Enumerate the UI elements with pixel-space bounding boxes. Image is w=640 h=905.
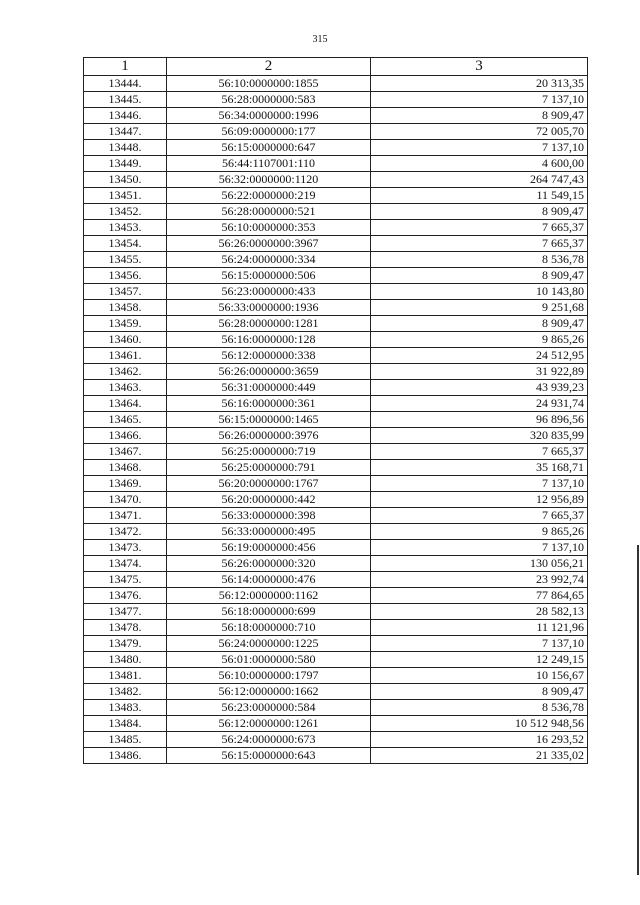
table-row — [84, 236, 588, 252]
cadastral-number-cell: 56:24:0000000:1225 — [167, 636, 371, 652]
table-row — [84, 620, 588, 636]
amount-cell: 23 992,74 — [371, 572, 588, 588]
row-number-cell: 13461. — [84, 348, 167, 364]
table-row — [84, 748, 588, 764]
table-row — [84, 460, 588, 476]
table-row — [84, 572, 588, 588]
cadastral-number-cell: 56:15:0000000:506 — [167, 268, 371, 284]
amount-cell: 8 909,47 — [371, 316, 588, 332]
row-number-cell: 13482. — [84, 684, 167, 700]
column-header-2: 2 — [167, 58, 371, 76]
amount-cell: 7 665,37 — [371, 508, 588, 524]
cadastral-number-cell: 56:34:0000000:1996 — [167, 108, 371, 124]
amount-cell: 9 865,26 — [371, 524, 588, 540]
cadastral-number-cell: 56:01:0000000:580 — [167, 652, 371, 668]
row-number-cell: 13445. — [84, 92, 167, 108]
cadastral-number-cell: 56:15:0000000:1465 — [167, 412, 371, 428]
table-row — [84, 412, 588, 428]
cadastral-number-cell: 56:25:0000000:791 — [167, 460, 371, 476]
cadastral-number-cell: 56:10:0000000:1855 — [167, 76, 371, 92]
cadastral-number-cell: 56:16:0000000:128 — [167, 332, 371, 348]
table-row — [84, 220, 588, 236]
amount-cell: 7 137,10 — [371, 140, 588, 156]
amount-cell: 9 251,68 — [371, 300, 588, 316]
page-number: 315 — [312, 34, 328, 45]
cadastral-number-cell: 56:15:0000000:647 — [167, 140, 371, 156]
table-row — [84, 732, 588, 748]
table-row — [84, 556, 588, 572]
row-number-cell: 13456. — [84, 268, 167, 284]
row-number-cell: 13464. — [84, 396, 167, 412]
scan-edge-line — [637, 545, 639, 875]
row-number-cell: 13472. — [84, 524, 167, 540]
amount-cell: 24 931,74 — [371, 396, 588, 412]
cadastral-number-cell: 56:26:0000000:3659 — [167, 364, 371, 380]
table-row — [84, 188, 588, 204]
row-number-cell: 13475. — [84, 572, 167, 588]
amount-cell: 16 293,52 — [371, 732, 588, 748]
row-number-cell: 13458. — [84, 300, 167, 316]
cadastral-number-cell: 56:12:0000000:338 — [167, 348, 371, 364]
amount-cell: 8 909,47 — [371, 204, 588, 220]
table-row — [84, 108, 588, 124]
table-row — [84, 332, 588, 348]
amount-cell: 4 600,00 — [371, 156, 588, 172]
amount-cell: 8 536,78 — [371, 252, 588, 268]
amount-cell: 24 512,95 — [371, 348, 588, 364]
amount-cell: 77 864,65 — [371, 588, 588, 604]
table-row — [84, 652, 588, 668]
table-row — [84, 700, 588, 716]
row-number-cell: 13471. — [84, 508, 167, 524]
table-row — [84, 636, 588, 652]
cadastral-number-cell: 56:12:0000000:1261 — [167, 716, 371, 732]
cadastral-number-cell: 56:10:0000000:1797 — [167, 668, 371, 684]
row-number-cell: 13480. — [84, 652, 167, 668]
cadastral-number-cell: 56:16:0000000:361 — [167, 396, 371, 412]
row-number-cell: 13451. — [84, 188, 167, 204]
row-number-cell: 13476. — [84, 588, 167, 604]
amount-cell: 7 137,10 — [371, 540, 588, 556]
row-number-cell: 13467. — [84, 444, 167, 460]
row-number-cell: 13477. — [84, 604, 167, 620]
amount-cell: 7 665,37 — [371, 236, 588, 252]
row-number-cell: 13486. — [84, 748, 167, 764]
amount-cell: 7 137,10 — [371, 636, 588, 652]
cadastral-number-cell: 56:25:0000000:719 — [167, 444, 371, 460]
row-number-cell: 13453. — [84, 220, 167, 236]
cadastral-number-cell: 56:19:0000000:456 — [167, 540, 371, 556]
row-number-cell: 13448. — [84, 140, 167, 156]
table-row — [84, 444, 588, 460]
row-number-cell: 13459. — [84, 316, 167, 332]
amount-cell: 10 512 948,56 — [371, 716, 588, 732]
row-number-cell: 13466. — [84, 428, 167, 444]
header-row — [84, 58, 588, 76]
table-row — [84, 284, 588, 300]
amount-cell: 11 121,96 — [371, 620, 588, 636]
amount-cell: 9 865,26 — [371, 332, 588, 348]
row-number-cell: 13465. — [84, 412, 167, 428]
cadastral-number-cell: 56:32:0000000:1120 — [167, 172, 371, 188]
row-number-cell: 13479. — [84, 636, 167, 652]
table-row — [84, 396, 588, 412]
row-number-cell: 13484. — [84, 716, 167, 732]
cadastral-number-cell: 56:28:0000000:583 — [167, 92, 371, 108]
cadastral-number-cell: 56:18:0000000:699 — [167, 604, 371, 620]
table-row — [84, 252, 588, 268]
amount-cell: 96 896,56 — [371, 412, 588, 428]
row-number-cell: 13483. — [84, 700, 167, 716]
table-row — [84, 316, 588, 332]
cadastral-number-cell: 56:18:0000000:710 — [167, 620, 371, 636]
cadastral-number-cell: 56:28:0000000:1281 — [167, 316, 371, 332]
amount-cell: 11 549,15 — [371, 188, 588, 204]
row-number-cell: 13481. — [84, 668, 167, 684]
row-number-cell: 13478. — [84, 620, 167, 636]
amount-cell: 8 909,47 — [371, 108, 588, 124]
row-number-cell: 13474. — [84, 556, 167, 572]
amount-cell: 7 137,10 — [371, 92, 588, 108]
cadastral-number-cell: 56:20:0000000:442 — [167, 492, 371, 508]
amount-cell: 21 335,02 — [371, 748, 588, 764]
cadastral-number-cell: 56:22:0000000:219 — [167, 188, 371, 204]
row-number-cell: 13460. — [84, 332, 167, 348]
row-number-cell: 13449. — [84, 156, 167, 172]
row-number-cell: 13463. — [84, 380, 167, 396]
row-number-cell: 13444. — [84, 76, 167, 92]
row-number-cell: 13455. — [84, 252, 167, 268]
amount-cell: 43 939,23 — [371, 380, 588, 396]
amount-cell: 130 056,21 — [371, 556, 588, 572]
cadastral-number-cell: 56:33:0000000:1936 — [167, 300, 371, 316]
table-row — [84, 428, 588, 444]
column-header-3: 3 — [371, 58, 588, 76]
amount-cell: 12 249,15 — [371, 652, 588, 668]
table-row — [84, 524, 588, 540]
row-number-cell: 13469. — [84, 476, 167, 492]
table-row — [84, 684, 588, 700]
table-header — [84, 58, 588, 76]
table-row — [84, 540, 588, 556]
row-number-cell: 13470. — [84, 492, 167, 508]
table-row — [84, 364, 588, 380]
cadastral-number-cell: 56:33:0000000:398 — [167, 508, 371, 524]
row-number-cell: 13468. — [84, 460, 167, 476]
table-row — [84, 668, 588, 684]
amount-cell: 7 137,10 — [371, 476, 588, 492]
amount-cell: 31 922,89 — [371, 364, 588, 380]
table-row — [84, 204, 588, 220]
cadastral-number-cell: 56:33:0000000:495 — [167, 524, 371, 540]
amount-cell: 8 909,47 — [371, 268, 588, 284]
amount-cell: 12 956,89 — [371, 492, 588, 508]
row-number-cell: 13454. — [84, 236, 167, 252]
amount-cell: 35 168,71 — [371, 460, 588, 476]
table-row — [84, 268, 588, 284]
table-row — [84, 140, 588, 156]
amount-cell: 8 536,78 — [371, 700, 588, 716]
cadastral-number-cell: 56:28:0000000:521 — [167, 204, 371, 220]
table-row — [84, 716, 588, 732]
amount-cell: 28 582,13 — [371, 604, 588, 620]
amount-cell: 10 156,67 — [371, 668, 588, 684]
column-header-1: 1 — [84, 58, 167, 76]
cadastral-number-cell: 56:15:0000000:643 — [167, 748, 371, 764]
table-row — [84, 492, 588, 508]
cadastral-number-cell: 56:20:0000000:1767 — [167, 476, 371, 492]
amount-cell: 20 313,35 — [371, 76, 588, 92]
amount-cell: 10 143,80 — [371, 284, 588, 300]
cadastral-number-cell: 56:12:0000000:1662 — [167, 684, 371, 700]
registry-table — [83, 57, 588, 764]
table-body — [84, 76, 588, 764]
table-row — [84, 124, 588, 140]
amount-cell: 320 835,99 — [371, 428, 588, 444]
amount-cell: 72 005,70 — [371, 124, 588, 140]
amount-cell: 7 665,37 — [371, 220, 588, 236]
cadastral-number-cell: 56:26:0000000:320 — [167, 556, 371, 572]
cadastral-number-cell: 56:44:1107001:110 — [167, 156, 371, 172]
cadastral-number-cell: 56:24:0000000:334 — [167, 252, 371, 268]
row-number-cell: 13462. — [84, 364, 167, 380]
table-row — [84, 156, 588, 172]
table-row — [84, 476, 588, 492]
cadastral-number-cell: 56:10:0000000:353 — [167, 220, 371, 236]
row-number-cell: 13485. — [84, 732, 167, 748]
table-row — [84, 172, 588, 188]
table-row — [84, 588, 588, 604]
amount-cell: 8 909,47 — [371, 684, 588, 700]
cadastral-number-cell: 56:26:0000000:3967 — [167, 236, 371, 252]
row-number-cell: 13457. — [84, 284, 167, 300]
cadastral-number-cell: 56:14:0000000:476 — [167, 572, 371, 588]
cadastral-number-cell: 56:23:0000000:433 — [167, 284, 371, 300]
row-number-cell: 13473. — [84, 540, 167, 556]
table-row — [84, 348, 588, 364]
cadastral-number-cell: 56:24:0000000:673 — [167, 732, 371, 748]
cadastral-number-cell: 56:31:0000000:449 — [167, 380, 371, 396]
amount-cell: 7 665,37 — [371, 444, 588, 460]
row-number-cell: 13452. — [84, 204, 167, 220]
table-row — [84, 380, 588, 396]
row-number-cell: 13450. — [84, 172, 167, 188]
table-row — [84, 604, 588, 620]
table-row — [84, 92, 588, 108]
amount-cell: 264 747,43 — [371, 172, 588, 188]
cadastral-number-cell: 56:12:0000000:1162 — [167, 588, 371, 604]
cadastral-number-cell: 56:26:0000000:3976 — [167, 428, 371, 444]
table-row — [84, 508, 588, 524]
row-number-cell: 13446. — [84, 108, 167, 124]
cadastral-number-cell: 56:23:0000000:584 — [167, 700, 371, 716]
row-number-cell: 13447. — [84, 124, 167, 140]
cadastral-number-cell: 56:09:0000000:177 — [167, 124, 371, 140]
table-row — [84, 76, 588, 92]
table-row — [84, 300, 588, 316]
